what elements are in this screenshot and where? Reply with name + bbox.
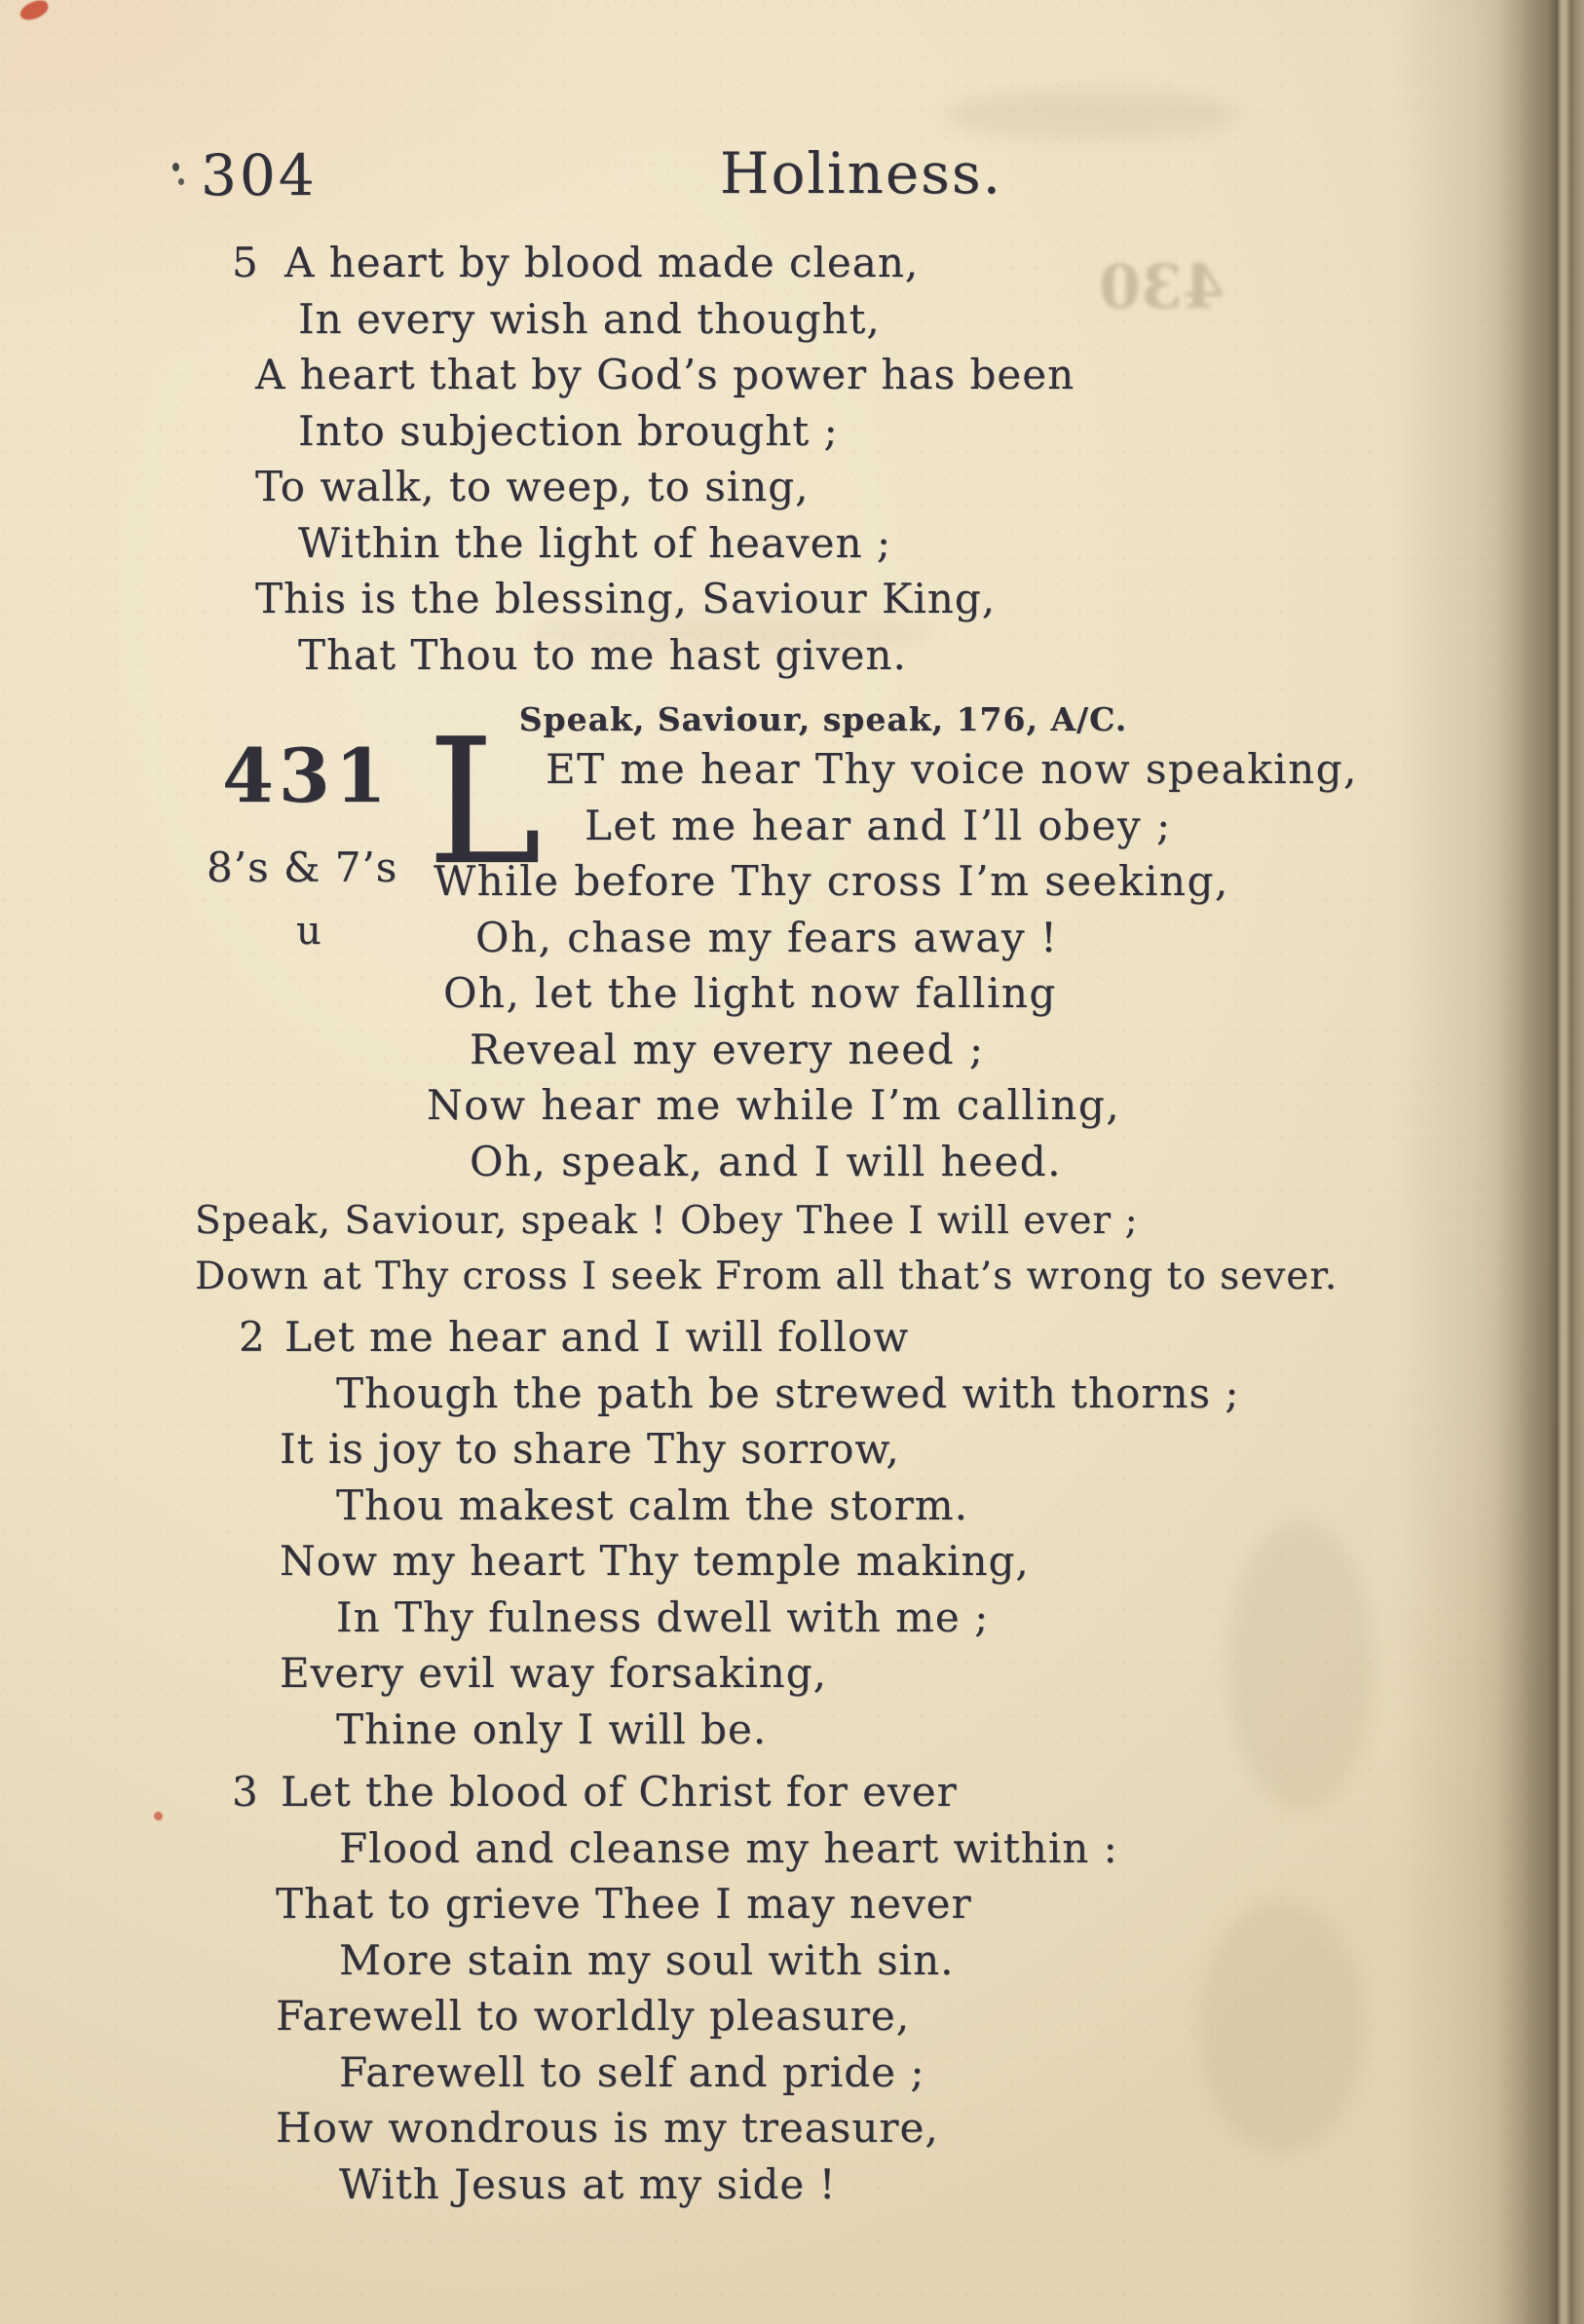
verse-line-text: A heart that by God’s power has been bbox=[255, 351, 1075, 398]
verse-line-text: Within the light of heaven ; bbox=[298, 518, 892, 567]
verse-line-text: Oh, chase my fears away ! bbox=[475, 913, 1059, 961]
tune-caption: Speak, Saviour, speak, 176, A/C. bbox=[518, 700, 1128, 738]
verse-line-text: In Thy fulness dwell with me ; bbox=[336, 1593, 990, 1641]
verse-number: 3 bbox=[232, 1768, 259, 1816]
verse-line bbox=[0, 1478, 1584, 1534]
verse-line-text: Into subjection brought ; bbox=[298, 406, 839, 455]
verse-line-text: Though the path be strewed with thorns ; bbox=[336, 1368, 1240, 1417]
verse-line-text: While before Thy cross I’m seeking, bbox=[434, 857, 1229, 905]
verse-line-text: Flood and cleanse my heart within : bbox=[339, 1823, 1118, 1872]
verse-line-text: Every evil way forsaking, bbox=[280, 1649, 827, 1697]
meter-note-mark: u bbox=[296, 909, 321, 954]
verse-line bbox=[0, 1876, 1584, 1932]
verse-line bbox=[0, 1421, 1584, 1478]
verse-line-text: Now hear me while I’m calling, bbox=[427, 1081, 1121, 1129]
verse-line bbox=[0, 1077, 1584, 1134]
verse-line bbox=[0, 1022, 1584, 1078]
verse-line bbox=[0, 1702, 1584, 1758]
verse-line-text: ET me hear Thy voice now speaking, bbox=[546, 745, 1358, 793]
page-header-title: Holiness. bbox=[719, 140, 1003, 206]
verse-line bbox=[0, 1590, 1584, 1646]
verse-line bbox=[0, 1194, 1584, 1250]
verse-line bbox=[0, 853, 1584, 910]
showthrough-smudge bbox=[945, 90, 1237, 140]
verse-line-text: Now my heart Thy temple making, bbox=[280, 1537, 1030, 1585]
page-binding-edge bbox=[1496, 0, 1584, 2324]
verse-line bbox=[0, 2156, 1584, 2213]
verse-line bbox=[0, 1533, 1584, 1590]
verse-line-text: Thou makest calm the storm. bbox=[336, 1481, 968, 1529]
previous-hymn-verse bbox=[0, 235, 1584, 683]
verse-line bbox=[0, 2100, 1584, 2156]
verse-line bbox=[0, 403, 1584, 460]
verse-line bbox=[0, 459, 1584, 515]
verse-line-text: That Thou to me hast given. bbox=[298, 630, 907, 679]
verse-line bbox=[0, 2044, 1584, 2101]
verse-line bbox=[0, 235, 1584, 291]
verse-line bbox=[0, 965, 1584, 1022]
hymn-verse-1 bbox=[0, 741, 1584, 1189]
verse-line bbox=[0, 910, 1584, 966]
verse-line bbox=[0, 741, 1584, 798]
verse-line bbox=[0, 1932, 1584, 1989]
verse-line-text: Thine only I will be. bbox=[336, 1705, 768, 1753]
verse-line bbox=[0, 347, 1584, 403]
red-ink-speck bbox=[18, 0, 51, 22]
verse-line bbox=[0, 1134, 1584, 1190]
verse-line bbox=[0, 515, 1584, 572]
verse-line-text: Oh, speak, and I will heed. bbox=[470, 1137, 1063, 1185]
verse-line-text: Let me hear and I’ll obey ; bbox=[585, 801, 1172, 849]
verse-line-text: This is the blessing, Saviour King, bbox=[255, 575, 997, 622]
verse-line-text: To walk, to weep, to sing, bbox=[255, 463, 810, 510]
verse-line-text: Let the blood of Christ for ever bbox=[281, 1768, 958, 1816]
verse-line-text: In every wish and thought, bbox=[298, 294, 881, 343]
verse-line bbox=[0, 798, 1584, 854]
verse-line bbox=[0, 1820, 1584, 1877]
verse-line bbox=[0, 1645, 1584, 1702]
hymn-verse-3 bbox=[0, 1764, 1584, 2212]
verse-line bbox=[0, 291, 1584, 348]
verse-line bbox=[0, 1764, 1584, 1820]
verse-line-text: A heart by blood made clean, bbox=[284, 239, 920, 286]
verse-line-text: It is joy to share Thy sorrow, bbox=[280, 1425, 900, 1473]
verse-line bbox=[0, 571, 1584, 627]
ink-speck bbox=[172, 163, 179, 171]
page-number: 304 bbox=[201, 142, 318, 208]
verse-line-text: With Jesus at my side ! bbox=[339, 2159, 837, 2208]
verse-line-text: Reveal my every need ; bbox=[470, 1025, 985, 1073]
verse-line-text: More stain my soul with sin. bbox=[339, 1935, 955, 1984]
verse-number: 2 bbox=[239, 1313, 266, 1361]
verse-line bbox=[0, 627, 1584, 684]
meter-label: 8’s & 7’s bbox=[207, 843, 398, 891]
verse-line bbox=[0, 1250, 1584, 1305]
drop-cap-letter: L bbox=[427, 701, 543, 903]
verse-line-text: Farewell to self and pride ; bbox=[339, 2047, 925, 2096]
verse-line bbox=[0, 1988, 1584, 2044]
hymn-refrain bbox=[0, 1194, 1584, 1304]
showthrough-numeral: 430 bbox=[1099, 251, 1226, 322]
verse-line-text: How wondrous is my treasure, bbox=[276, 2104, 939, 2152]
verse-line-text: Let me hear and I will follow bbox=[284, 1313, 910, 1361]
verse-line-text: Farewell to worldly pleasure, bbox=[276, 1992, 911, 2040]
verse-line bbox=[0, 1366, 1584, 1422]
verse-line-text: Speak, Saviour, speak ! Obey Thee I will ever ; bbox=[195, 1199, 1139, 1243]
verse-line-text: Oh, let the light now falling bbox=[443, 969, 1057, 1017]
verse-line bbox=[0, 1309, 1584, 1366]
ink-speck bbox=[178, 178, 184, 185]
verse-line-text: Down at Thy cross I seek From all that’s wrong to sever. bbox=[195, 1254, 1339, 1298]
hymn-verse-2 bbox=[0, 1309, 1584, 1757]
verse-number: 5 bbox=[232, 239, 259, 286]
verse-line-text: That to grieve Thee I may never bbox=[276, 1880, 972, 1928]
hymn-number: 431 bbox=[222, 732, 392, 819]
